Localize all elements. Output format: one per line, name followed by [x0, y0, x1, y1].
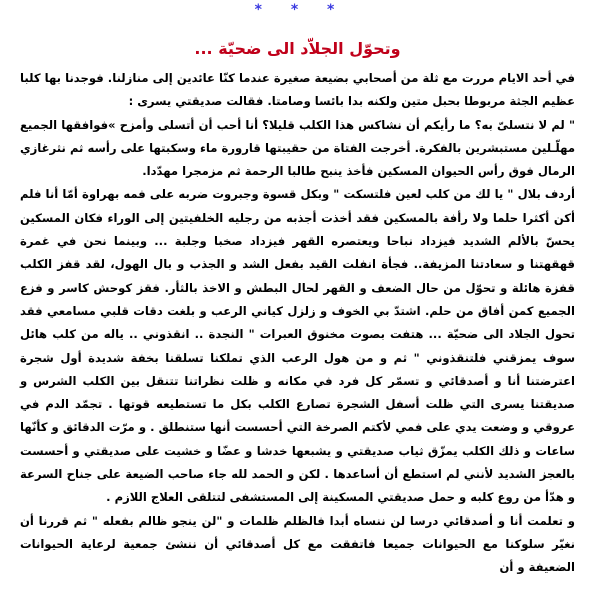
paragraph-2: " لم لا نتسلىّ به؟ ما رأيكم أن نشاكس هذا الكلب قليلا؟ أنا أحب أن أتسلى وأمزح »فوافقها الجميع مهلّـلين مستبشرين بالفكرة. أخرجت الفتاة من حقيبتها قارورة ماء وسكبتها على رأسه ثم نثرغازي الرمال فوق رأس الحيوان المسكين فأخذ ينبح طالبا الرحمة ثم مزمجرا مهدّدا.: [20, 117, 575, 179]
paragraph-4: و تعلمت أنا و أصدقائي درسا لن ننساه أبدا فالظلم ظلمات و "لن ينجو ظالم بفعله " ثم قررنا أن نغيّر سلوكنا مع الحيوانات جميعا فاتفقت مع كل أصدقائي أن ننشئ جمعية لرعاية الحيوانات الضعيفة و أن: [20, 513, 575, 575]
article-body: [20, 67, 575, 580]
decorative-stars: [0, 2, 595, 18]
paragraph-1: في أحد الايام مررت مع ثلة من أصحابي بضيعة صغيرة عندما كنّا عائدين إلى منازلنا. فوجدنا بها كلبا عظيم الجثة مربوطا بحبل متين ولكنه بدا بائسا وصامتا. فقالت صديقتي يسرى :: [20, 71, 575, 109]
article-title: ... وتحوّل الجلاّد الى ضحيّة: [194, 39, 401, 58]
paragraph-3: أردف بلال " يا لك من كلب لعين فلتسكت " وبكل قسوة وجبروت ضربه على فمه بهراوة أمّا أنا فلم أكن أكثرا حلما ولا رأفة بالمسكين فقد أخذت أجذبه من رجليه الخلفيتين إلى الوراء فكان المسكين يحسّ بالألم الشديد فيزداد نباحا ويعتصره القهر فيزداد صخبا وجلبة ... وبينما نحن في غمرة قهقهتنا و سعادتنا المزيفة.. فجأة انفلت القيد بفعل الشد و الجذب و بال الهول، لقد قفز الكلب قفزة هائلة و تحوّل من حال الضعف و القهر لحال البطش و الاخذ بالثأر. فقز كوحش كاسر و فزع الجميع كمن أفاق من حلم. اشتدّ بي الخوف و زلزل كياني الرعب و بلغت دقات قلبي مسامعي فقد تحول الجلاد الى ضحيّة ... هتفت بصوت مخنوق العبرات " النجدة .. انقذوني .. ياله من كلب هائل سوف يمزقني فلتنقذوني " ثم و من هول الرعب الذي تملكنا تسلقنا بخفة شديدة أول شجرة اعترضتنا أنا و أصدقائي و تسمّر كل فرد في مكانه و ظلت نظراتنا تتنقل بين الكلب الشرس و صديقتنا يسرى التي ظلت أسفل الشجرة تصارع الكلب بكل ما تستطيعه قوتها . تجمّد الدم في عروقي و وضعت يدي على فمي لأكتم الصرخة التي أحسست أنها ستنطلق . و مرّت الدقائق و كأنّها ساعات و ذلك الكلب يمزّق ثياب صديقتي و يشبعها خدشا و عضّا و خشيت على صديقتي و أحسست بالعجز الشديد لأنني لم استطع أن أساعدها . لكن و الحمد لله جاء صاحب الضيعة على جناح السرعة و هدّأ من روع كلبه و حمل صديقتي المسكينة إلى المستشفى لتتلقى العلاج اللازم .: [20, 187, 575, 505]
star-2: *: [290, 2, 305, 18]
star-3: *: [327, 2, 341, 18]
star-1: *: [254, 2, 268, 18]
